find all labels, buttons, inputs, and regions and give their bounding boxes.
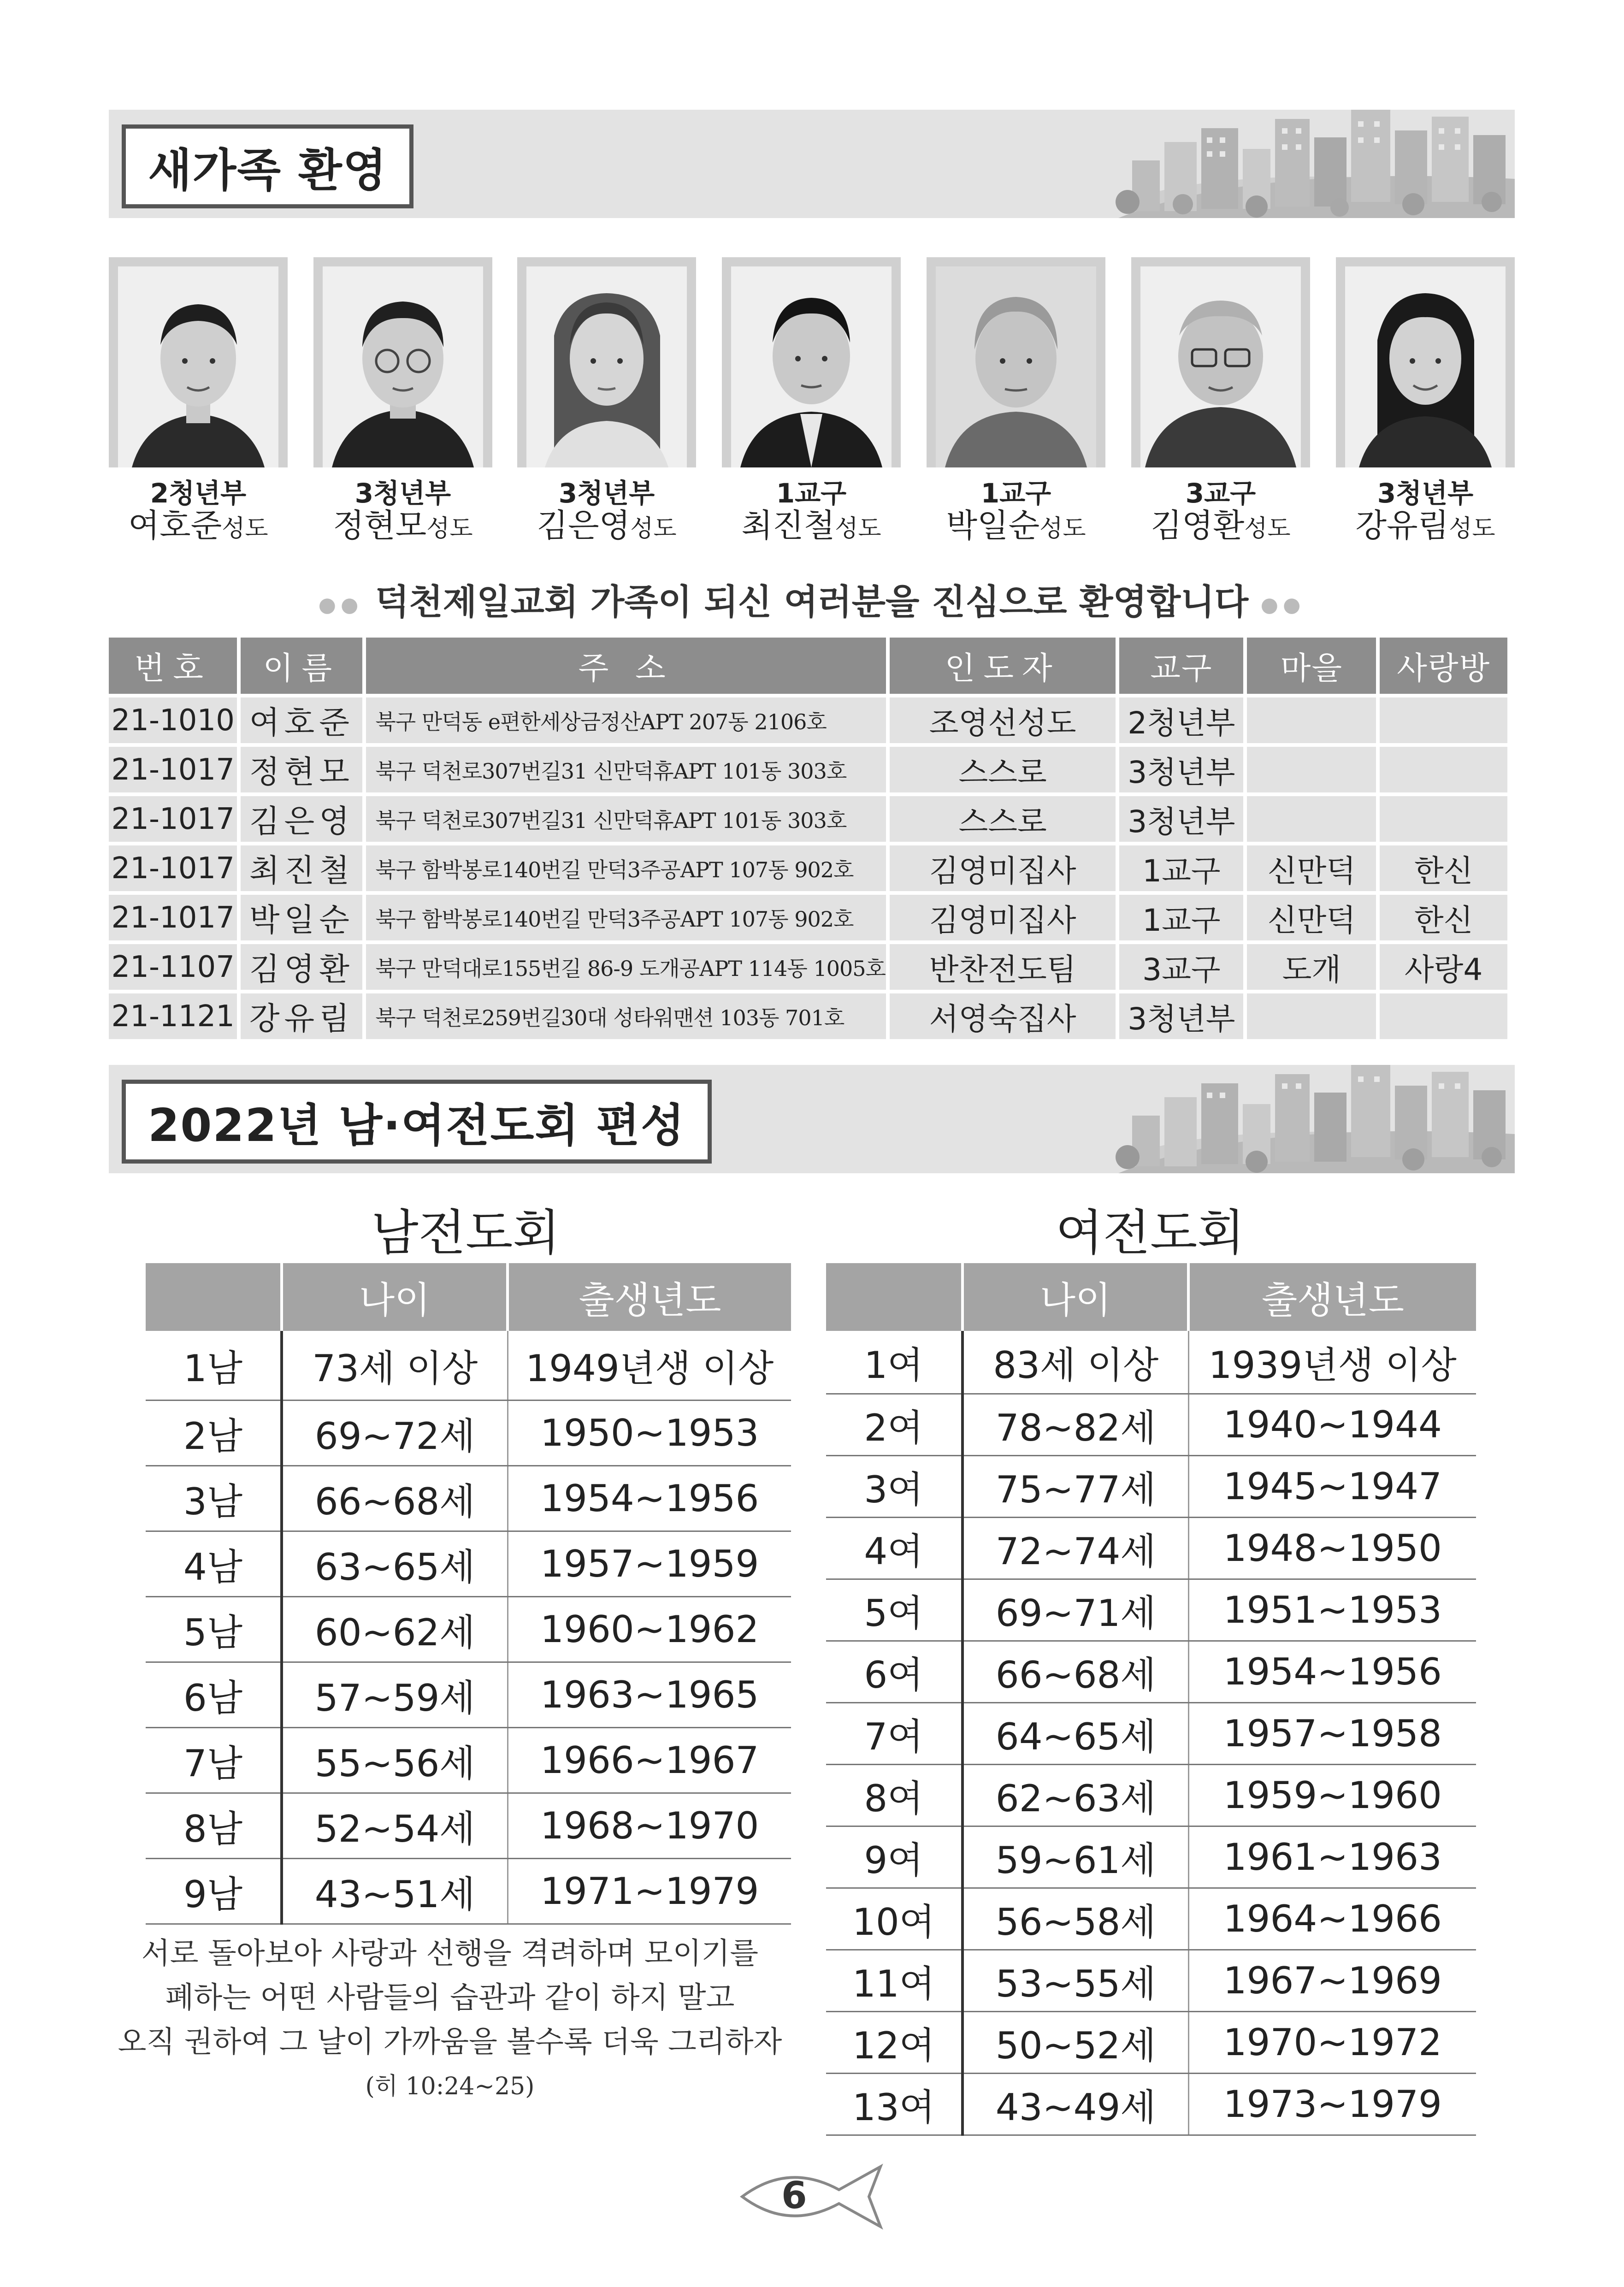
column-header: 교구 xyxy=(1119,638,1243,694)
women-mission-title: 여전도회 xyxy=(1056,1205,1245,1261)
group-cell: 8남 xyxy=(146,1793,282,1858)
page-number xyxy=(733,2162,890,2231)
decorative-dots: ●● xyxy=(318,593,363,617)
member-photo xyxy=(927,257,1105,467)
cell-district: 2청년부 xyxy=(1119,697,1243,743)
table-row xyxy=(146,1793,791,1858)
age-cell: 66~68세 xyxy=(282,1466,508,1531)
member-photo xyxy=(517,257,696,467)
birth-year-cell: 1939년생 이상 xyxy=(1188,1331,1476,1394)
member-photo xyxy=(722,257,901,467)
table-row xyxy=(109,796,1507,842)
age-cell: 83세 이상 xyxy=(963,1331,1188,1394)
table-row xyxy=(109,845,1507,891)
member-photo xyxy=(1336,257,1515,467)
cell-number: 21-1107 xyxy=(109,944,237,990)
cell-name: 최진철 xyxy=(241,845,362,891)
cell-address: 북구 덕천로307번길31 신만덕휴APT 101동 303호 xyxy=(366,747,886,792)
table-row xyxy=(826,2011,1476,2073)
men-mission-title: 남전도회 xyxy=(371,1205,560,1261)
table-row xyxy=(826,1702,1476,1764)
age-cell: 55~56세 xyxy=(282,1727,508,1793)
page-number-text: 6 xyxy=(781,2174,807,2217)
column-header: 출생년도 xyxy=(1188,1263,1476,1331)
group-cell: 4여 xyxy=(826,1517,963,1579)
cell-number: 21-1010 xyxy=(109,697,237,743)
table-row xyxy=(826,1826,1476,1888)
cell-name: 김은영 xyxy=(241,796,362,842)
birth-year-cell: 1973~1979 xyxy=(1188,2073,1476,2135)
cell-district: 3교구 xyxy=(1119,944,1243,990)
cell-number: 21-1121 xyxy=(109,993,237,1039)
column-header: 나이 xyxy=(282,1263,508,1331)
verse-line: 오직 권하여 그 날이 가까움을 볼수록 더욱 그리하자 xyxy=(118,2025,782,2059)
verse-reference: (히 10:24~25) xyxy=(365,2073,535,2100)
age-cell: 73세 이상 xyxy=(282,1331,508,1400)
section-banner-new-family xyxy=(109,110,1515,218)
group-cell: 9남 xyxy=(146,1858,282,1924)
table-row xyxy=(146,1531,791,1596)
city-illustration xyxy=(1063,1065,1515,1173)
column-header: 나이 xyxy=(963,1263,1188,1331)
group-cell: 7여 xyxy=(826,1702,963,1764)
birth-year-cell: 1964~1966 xyxy=(1188,1888,1476,1950)
group-cell: 8여 xyxy=(826,1764,963,1826)
member-name: 정현모성도 xyxy=(333,507,473,544)
column-header: 인도자 xyxy=(890,638,1116,694)
cell-group xyxy=(1380,697,1507,743)
cell-name: 박일순 xyxy=(241,895,362,940)
cell-number: 21-1017 xyxy=(109,747,237,792)
group-cell: 7남 xyxy=(146,1727,282,1793)
table-row xyxy=(146,1858,791,1924)
new-family-member xyxy=(1336,257,1515,547)
cell-district: 3청년부 xyxy=(1119,796,1243,842)
age-cell: 53~55세 xyxy=(963,1950,1188,2011)
cell-village xyxy=(1247,747,1376,792)
men-mission-table xyxy=(146,1263,791,1925)
cell-address: 북구 함박봉로140번길 만덕3주공APT 107동 902호 xyxy=(366,845,886,891)
group-cell: 13여 xyxy=(826,2073,963,2135)
new-members-table xyxy=(105,634,1511,1043)
member-photo xyxy=(109,257,288,467)
new-family-member xyxy=(109,257,288,547)
column-header xyxy=(146,1263,282,1331)
member-name: 박일순성도 xyxy=(946,507,1086,544)
women-mission-table xyxy=(826,1263,1476,2136)
table-row xyxy=(146,1596,791,1662)
column-header: 번호 xyxy=(109,638,237,694)
section-title-box xyxy=(122,1080,712,1164)
section-title: 새가족 환영 xyxy=(148,144,388,197)
member-name: 강유림성도 xyxy=(1355,507,1495,544)
age-cell: 59~61세 xyxy=(963,1826,1188,1888)
age-cell: 50~52세 xyxy=(963,2011,1188,2073)
cell-guide: 반찬전도팀 xyxy=(890,944,1116,990)
table-row xyxy=(826,1455,1476,1517)
birth-year-cell: 1954~1956 xyxy=(508,1466,791,1531)
member-dept: 3청년부 xyxy=(354,478,451,509)
new-family-member xyxy=(722,257,901,547)
age-cell: 75~77세 xyxy=(963,1455,1188,1517)
column-header: 사랑방 xyxy=(1380,638,1507,694)
cell-village: 신만덕 xyxy=(1247,845,1376,891)
table-row xyxy=(826,1579,1476,1641)
age-cell: 56~58세 xyxy=(963,1888,1188,1950)
member-photo xyxy=(313,257,492,467)
cell-district: 3청년부 xyxy=(1119,747,1243,792)
group-cell: 1여 xyxy=(826,1331,963,1394)
age-cell: 60~62세 xyxy=(282,1596,508,1662)
section-title: 2022년 남·여전도회 편성 xyxy=(148,1099,685,1152)
verse-line: 폐하는 어떤 사람들의 습관과 같이 하지 말고 xyxy=(165,1981,735,2015)
bible-verse xyxy=(109,1932,791,2109)
cell-address: 북구 만덕동 e편한세상금정산APT 207동 2106호 xyxy=(366,697,886,743)
table-row xyxy=(109,697,1507,743)
birth-year-cell: 1949년생 이상 xyxy=(508,1331,791,1400)
cell-village: 신만덕 xyxy=(1247,895,1376,940)
table-row xyxy=(826,1641,1476,1702)
group-cell: 10여 xyxy=(826,1888,963,1950)
cell-group: 사랑4 xyxy=(1380,944,1507,990)
age-cell: 52~54세 xyxy=(282,1793,508,1858)
cell-address: 북구 함박봉로140번길 만덕3주공APT 107동 902호 xyxy=(366,895,886,940)
section-title-box xyxy=(122,124,413,208)
cell-address: 북구 덕천로259번길30대 성타워맨션 103동 701호 xyxy=(366,993,886,1039)
table-header-row xyxy=(826,1263,1476,1331)
cell-number: 21-1017 xyxy=(109,895,237,940)
cell-guide: 서영숙집사 xyxy=(890,993,1116,1039)
group-cell: 5여 xyxy=(826,1579,963,1641)
cell-village xyxy=(1247,796,1376,842)
age-cell: 62~63세 xyxy=(963,1764,1188,1826)
table-row xyxy=(109,747,1507,792)
cell-village xyxy=(1247,697,1376,743)
table-row xyxy=(826,1764,1476,1826)
age-cell: 57~59세 xyxy=(282,1662,508,1727)
verse-line: 서로 돌아보아 사랑과 선행을 격려하며 모이기를 xyxy=(141,1937,759,1971)
cell-group xyxy=(1380,796,1507,842)
group-cell: 4남 xyxy=(146,1531,282,1596)
cell-group: 한신 xyxy=(1380,845,1507,891)
cell-address: 북구 만덕대로155번길 86-9 도개공APT 114동 1005호 xyxy=(366,944,886,990)
birth-year-cell: 1960~1962 xyxy=(508,1596,791,1662)
birth-year-cell: 1945~1947 xyxy=(1188,1455,1476,1517)
member-dept: 1교구 xyxy=(980,478,1051,509)
member-name: 김은영성도 xyxy=(537,507,677,544)
group-cell: 2여 xyxy=(826,1394,963,1455)
section-banner-mission xyxy=(109,1065,1515,1173)
member-name: 여호준성도 xyxy=(128,507,268,544)
cell-district: 3청년부 xyxy=(1119,993,1243,1039)
cell-guide: 스스로 xyxy=(890,796,1116,842)
age-cell: 63~65세 xyxy=(282,1531,508,1596)
cell-guide: 김영미집사 xyxy=(890,845,1116,891)
group-cell: 3여 xyxy=(826,1455,963,1517)
column-header: 주 소 xyxy=(366,638,886,694)
birth-year-cell: 1957~1958 xyxy=(1188,1702,1476,1764)
group-cell: 9여 xyxy=(826,1826,963,1888)
column-header: 마을 xyxy=(1247,638,1376,694)
birth-year-cell: 1954~1956 xyxy=(1188,1641,1476,1702)
table-row xyxy=(826,1888,1476,1950)
table-row xyxy=(826,2073,1476,2135)
table-row xyxy=(109,993,1507,1039)
cell-district: 1교구 xyxy=(1119,845,1243,891)
column-header: 출생년도 xyxy=(508,1263,791,1331)
group-cell: 1남 xyxy=(146,1331,282,1400)
column-header xyxy=(826,1263,963,1331)
cell-guide: 스스로 xyxy=(890,747,1116,792)
birth-year-cell: 1968~1970 xyxy=(508,1793,791,1858)
group-cell: 5남 xyxy=(146,1596,282,1662)
table-row xyxy=(826,1950,1476,2011)
cell-name: 김영환 xyxy=(241,944,362,990)
table-row xyxy=(109,895,1507,940)
cell-guide: 조영선성도 xyxy=(890,697,1116,743)
cell-group xyxy=(1380,993,1507,1039)
city-illustration xyxy=(1063,110,1515,218)
age-cell: 64~65세 xyxy=(963,1702,1188,1764)
welcome-message xyxy=(109,574,1515,624)
birth-year-cell: 1959~1960 xyxy=(1188,1764,1476,1826)
birth-year-cell: 1951~1953 xyxy=(1188,1579,1476,1641)
group-cell: 2남 xyxy=(146,1400,282,1466)
birth-year-cell: 1970~1972 xyxy=(1188,2011,1476,2073)
table-row xyxy=(146,1331,791,1400)
birth-year-cell: 1961~1963 xyxy=(1188,1826,1476,1888)
table-header-row xyxy=(146,1263,791,1331)
birth-year-cell: 1971~1979 xyxy=(508,1858,791,1924)
table-header-row xyxy=(109,638,1507,694)
column-header: 이름 xyxy=(241,638,362,694)
birth-year-cell: 1957~1959 xyxy=(508,1531,791,1596)
table-row xyxy=(146,1727,791,1793)
fish-icon xyxy=(733,2162,890,2231)
member-name: 최진철성도 xyxy=(741,507,881,544)
age-cell: 43~51세 xyxy=(282,1858,508,1924)
group-cell: 6남 xyxy=(146,1662,282,1727)
member-name: 김영환성도 xyxy=(1151,507,1291,544)
new-family-member xyxy=(1131,257,1310,547)
table-row xyxy=(109,944,1507,990)
table-row xyxy=(826,1394,1476,1455)
cell-village xyxy=(1247,993,1376,1039)
cell-district: 1교구 xyxy=(1119,895,1243,940)
cell-number: 21-1017 xyxy=(109,796,237,842)
group-cell: 6여 xyxy=(826,1641,963,1702)
birth-year-cell: 1966~1967 xyxy=(508,1727,791,1793)
new-family-member xyxy=(927,257,1105,547)
cell-name: 정현모 xyxy=(241,747,362,792)
cell-address: 북구 덕천로307번길31 신만덕휴APT 101동 303호 xyxy=(366,796,886,842)
table-row xyxy=(826,1331,1476,1394)
new-family-member xyxy=(313,257,492,547)
age-cell: 72~74세 xyxy=(963,1517,1188,1579)
new-family-member xyxy=(517,257,696,547)
group-cell: 12여 xyxy=(826,2011,963,2073)
member-dept: 3청년부 xyxy=(558,478,655,509)
group-cell: 3남 xyxy=(146,1466,282,1531)
age-cell: 43~49세 xyxy=(963,2073,1188,2135)
cell-village: 도개 xyxy=(1247,944,1376,990)
age-cell: 78~82세 xyxy=(963,1394,1188,1455)
cell-group xyxy=(1380,747,1507,792)
member-photo xyxy=(1131,257,1310,467)
cell-name: 강유림 xyxy=(241,993,362,1039)
table-row xyxy=(146,1466,791,1531)
member-dept: 1교구 xyxy=(776,478,847,509)
decorative-dots: ●● xyxy=(1260,593,1305,617)
cell-number: 21-1017 xyxy=(109,845,237,891)
age-cell: 69~71세 xyxy=(963,1579,1188,1641)
table-row xyxy=(146,1662,791,1727)
birth-year-cell: 1948~1950 xyxy=(1188,1517,1476,1579)
birth-year-cell: 1967~1969 xyxy=(1188,1950,1476,2011)
table-row xyxy=(146,1400,791,1466)
age-cell: 69~72세 xyxy=(282,1400,508,1466)
table-row xyxy=(826,1517,1476,1579)
birth-year-cell: 1940~1944 xyxy=(1188,1394,1476,1455)
member-dept: 2청년부 xyxy=(150,478,247,509)
cell-group: 한신 xyxy=(1380,895,1507,940)
member-dept: 3청년부 xyxy=(1377,478,1474,509)
cell-name: 여호준 xyxy=(241,697,362,743)
member-dept: 3교구 xyxy=(1185,478,1256,509)
age-cell: 66~68세 xyxy=(963,1641,1188,1702)
group-cell: 11여 xyxy=(826,1950,963,2011)
welcome-text: 덕천제일교회 가족이 되신 여러분을 진심으로 환영합니다 xyxy=(375,581,1249,622)
birth-year-cell: 1963~1965 xyxy=(508,1662,791,1727)
cell-guide: 김영미집사 xyxy=(890,895,1116,940)
birth-year-cell: 1950~1953 xyxy=(508,1400,791,1466)
